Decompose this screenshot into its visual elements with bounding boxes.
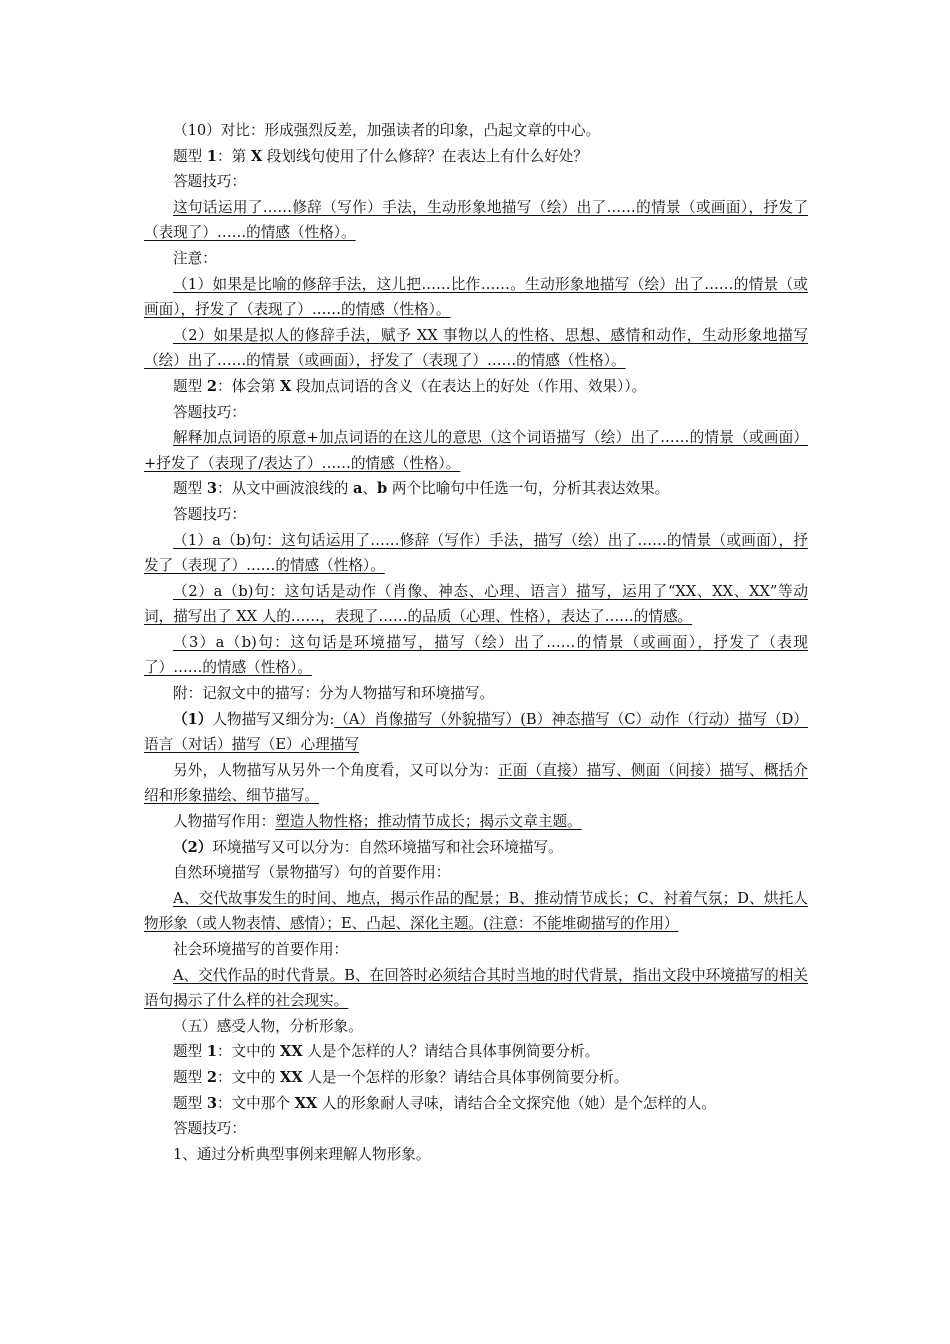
qt-text: ：文中那个 <box>216 1094 295 1112</box>
qt-label: 题型 <box>173 1043 207 1061</box>
qt-var: X <box>250 147 263 165</box>
qt-number: 2 <box>206 377 217 395</box>
item-text: 人物描写又细分为: <box>212 710 335 728</box>
qt-text: 人的形象耐人寻味，请结合全文探究他（她）是个怎样的人。 <box>317 1094 716 1112</box>
qt-label: 题型 <box>173 147 207 165</box>
answer-item: （3）a（b)句：这句话是环境描写，描写（绘）出了……的情景（或画面），抒发了（表现了）……的情感（性格）。 <box>144 633 808 677</box>
qt-label: 题型 <box>173 480 207 498</box>
item-number: （1） <box>173 710 213 728</box>
qt-text: 两个比喻句中任选一句，分析其表达效果。 <box>387 480 670 498</box>
qt-text: ：从文中画波浪线的 <box>216 480 353 498</box>
qt-label: 题型 <box>173 1068 207 1086</box>
skill-heading: 答题技巧： <box>173 505 246 523</box>
character-description <box>144 707 808 758</box>
section-5-heading: （五）感受人物，分析形象。 <box>173 1017 363 1035</box>
qt-text: 、 <box>362 480 378 498</box>
social-env-heading: 社会环境描写的首要作用： <box>173 941 349 958</box>
qt-var: XX <box>280 1068 303 1086</box>
character-question-1 <box>144 1039 808 1065</box>
note-item: （1）如果是比喻的修辞手法，这儿把……比作……。生动形象地描写（绘）出了……的情景（或画面），抒发了（表现了）……的情感（性格）。 <box>144 275 808 319</box>
contrast-item: （10）对比：形成强烈反差，加强读者的印象，凸起文章的中心。 <box>173 122 601 139</box>
qt-label: 题型 <box>173 1094 207 1112</box>
qt-text: ：第 <box>216 147 251 165</box>
character-question-3 <box>144 1091 808 1117</box>
question-type-3 <box>144 476 808 502</box>
note-item: （2）如果是拟人的修辞手法，赋予 XX 事物以人的性格、思想、感情和动作，生动形象地描写（绘）出了……的情景（或画面），抒发了（表现了）……的情感（性格）。 <box>144 326 808 370</box>
character-description-other <box>144 758 808 809</box>
question-type-2 <box>144 374 808 400</box>
character-question-2 <box>144 1065 808 1091</box>
qt-var: a <box>352 480 363 498</box>
qt-var: X <box>280 377 292 395</box>
item-text: 另外，人物描写从另外一个角度看，又可以分为： <box>173 761 498 779</box>
answer-template: 这句话运用了……修辞（写作）手法，生动形象地描写（绘）出了……的情景（或画面），抒发了（表现了）……的情感（性格）。 <box>144 198 808 242</box>
qt-text: ：文中的 <box>216 1043 280 1061</box>
skill-heading: 答题技巧： <box>173 1120 246 1138</box>
qt-number: 3 <box>206 480 217 498</box>
answer-item: （1）a（b)句：这句话运用了……修辞（写作）手法，描写（绘）出了……的情景（或画面），抒发了（表现了）……的情感（性格）。 <box>144 531 808 575</box>
natural-env-heading: 自然环境描写（景物描写）句的首要作用： <box>173 864 451 882</box>
note-heading: 注意： <box>173 249 217 267</box>
item-text: 环境描写又可以分为：自然环境描写和社会环境描写。 <box>212 838 563 856</box>
item-underlined: （A）肖像描写（外貌描写）(B）神态描写（C）动作（行动）描写（D）语言（对话）描写（E）心理描写 <box>144 710 808 754</box>
qt-text: 段划线句使用了什么修辞？在表达上有什么好处？ <box>262 147 588 165</box>
qt-var: b <box>377 480 388 498</box>
answer-template: 解释加点词语的原意+加点词语的在这儿的意思（这个词语描写（绘）出了……的情景（或画面）+抒发了（表现了/表达了）……的情感（性格）。 <box>144 429 808 472</box>
document-page <box>144 118 808 1167</box>
item-underlined: 塑造人物性格；推动情节成长；揭示文章主题。 <box>275 813 582 831</box>
qt-number: 1 <box>206 1043 217 1061</box>
qt-number: 3 <box>206 1094 217 1112</box>
method-item: 1、通过分析典型事例来理解人物形象。 <box>173 1145 431 1163</box>
skill-heading: 答题技巧： <box>173 173 246 191</box>
qt-text: 人是一个怎样的形象？请结合具体事例简要分析。 <box>302 1068 629 1086</box>
item-text: 人物描写作用： <box>173 813 276 831</box>
qt-text: ：文中的 <box>216 1068 280 1086</box>
qt-number: 1 <box>206 147 217 165</box>
item-underlined: 正面（直接）描写、侧面（间接）描写、概括介绍和形象描绘、细节描写。 <box>144 761 808 805</box>
character-description-role <box>144 809 808 835</box>
social-env-roles: A、交代作品的时代背景。B、在回答时必须结合其时当地的时代背景，指出文段中环境描写的相关语句揭示了什么样的社会现实。 <box>144 966 808 1010</box>
environment-description <box>144 835 808 861</box>
qt-text: 人是个怎样的人？请结合具体事例简要分析。 <box>302 1043 600 1061</box>
item-number: （2） <box>173 838 213 856</box>
answer-item: （2）a（b)句：这句话是动作（肖像、神态、心理、语言）描写，运用了“XX、XX、XX”等动词，描写出了 XX 人的……，表现了……的品质（心理、性格），表达了……的情感。 <box>144 582 808 626</box>
question-type-1 <box>144 144 808 170</box>
qt-text: 段加点词语的含义（在表达上的好处（作用、效果））。 <box>291 377 647 395</box>
qt-label: 题型 <box>173 377 207 395</box>
qt-text: ：体会第 <box>216 377 280 395</box>
qt-var: XX <box>294 1094 318 1112</box>
skill-heading: 答题技巧： <box>173 403 246 421</box>
natural-env-roles: A、交代故事发生的时间、地点，揭示作品的配景；B、推动情节成长；C、衬着气氛；D、烘托人物形象（或人物表情、感情）；E、凸起、深化主题。(注意：不能堆砌描写的作用） <box>144 889 808 933</box>
qt-number: 2 <box>206 1068 217 1086</box>
qt-var: XX <box>280 1043 303 1061</box>
appendix-heading: 附：记叙文中的描写：分为人物描写和环境描写。 <box>173 685 495 703</box>
